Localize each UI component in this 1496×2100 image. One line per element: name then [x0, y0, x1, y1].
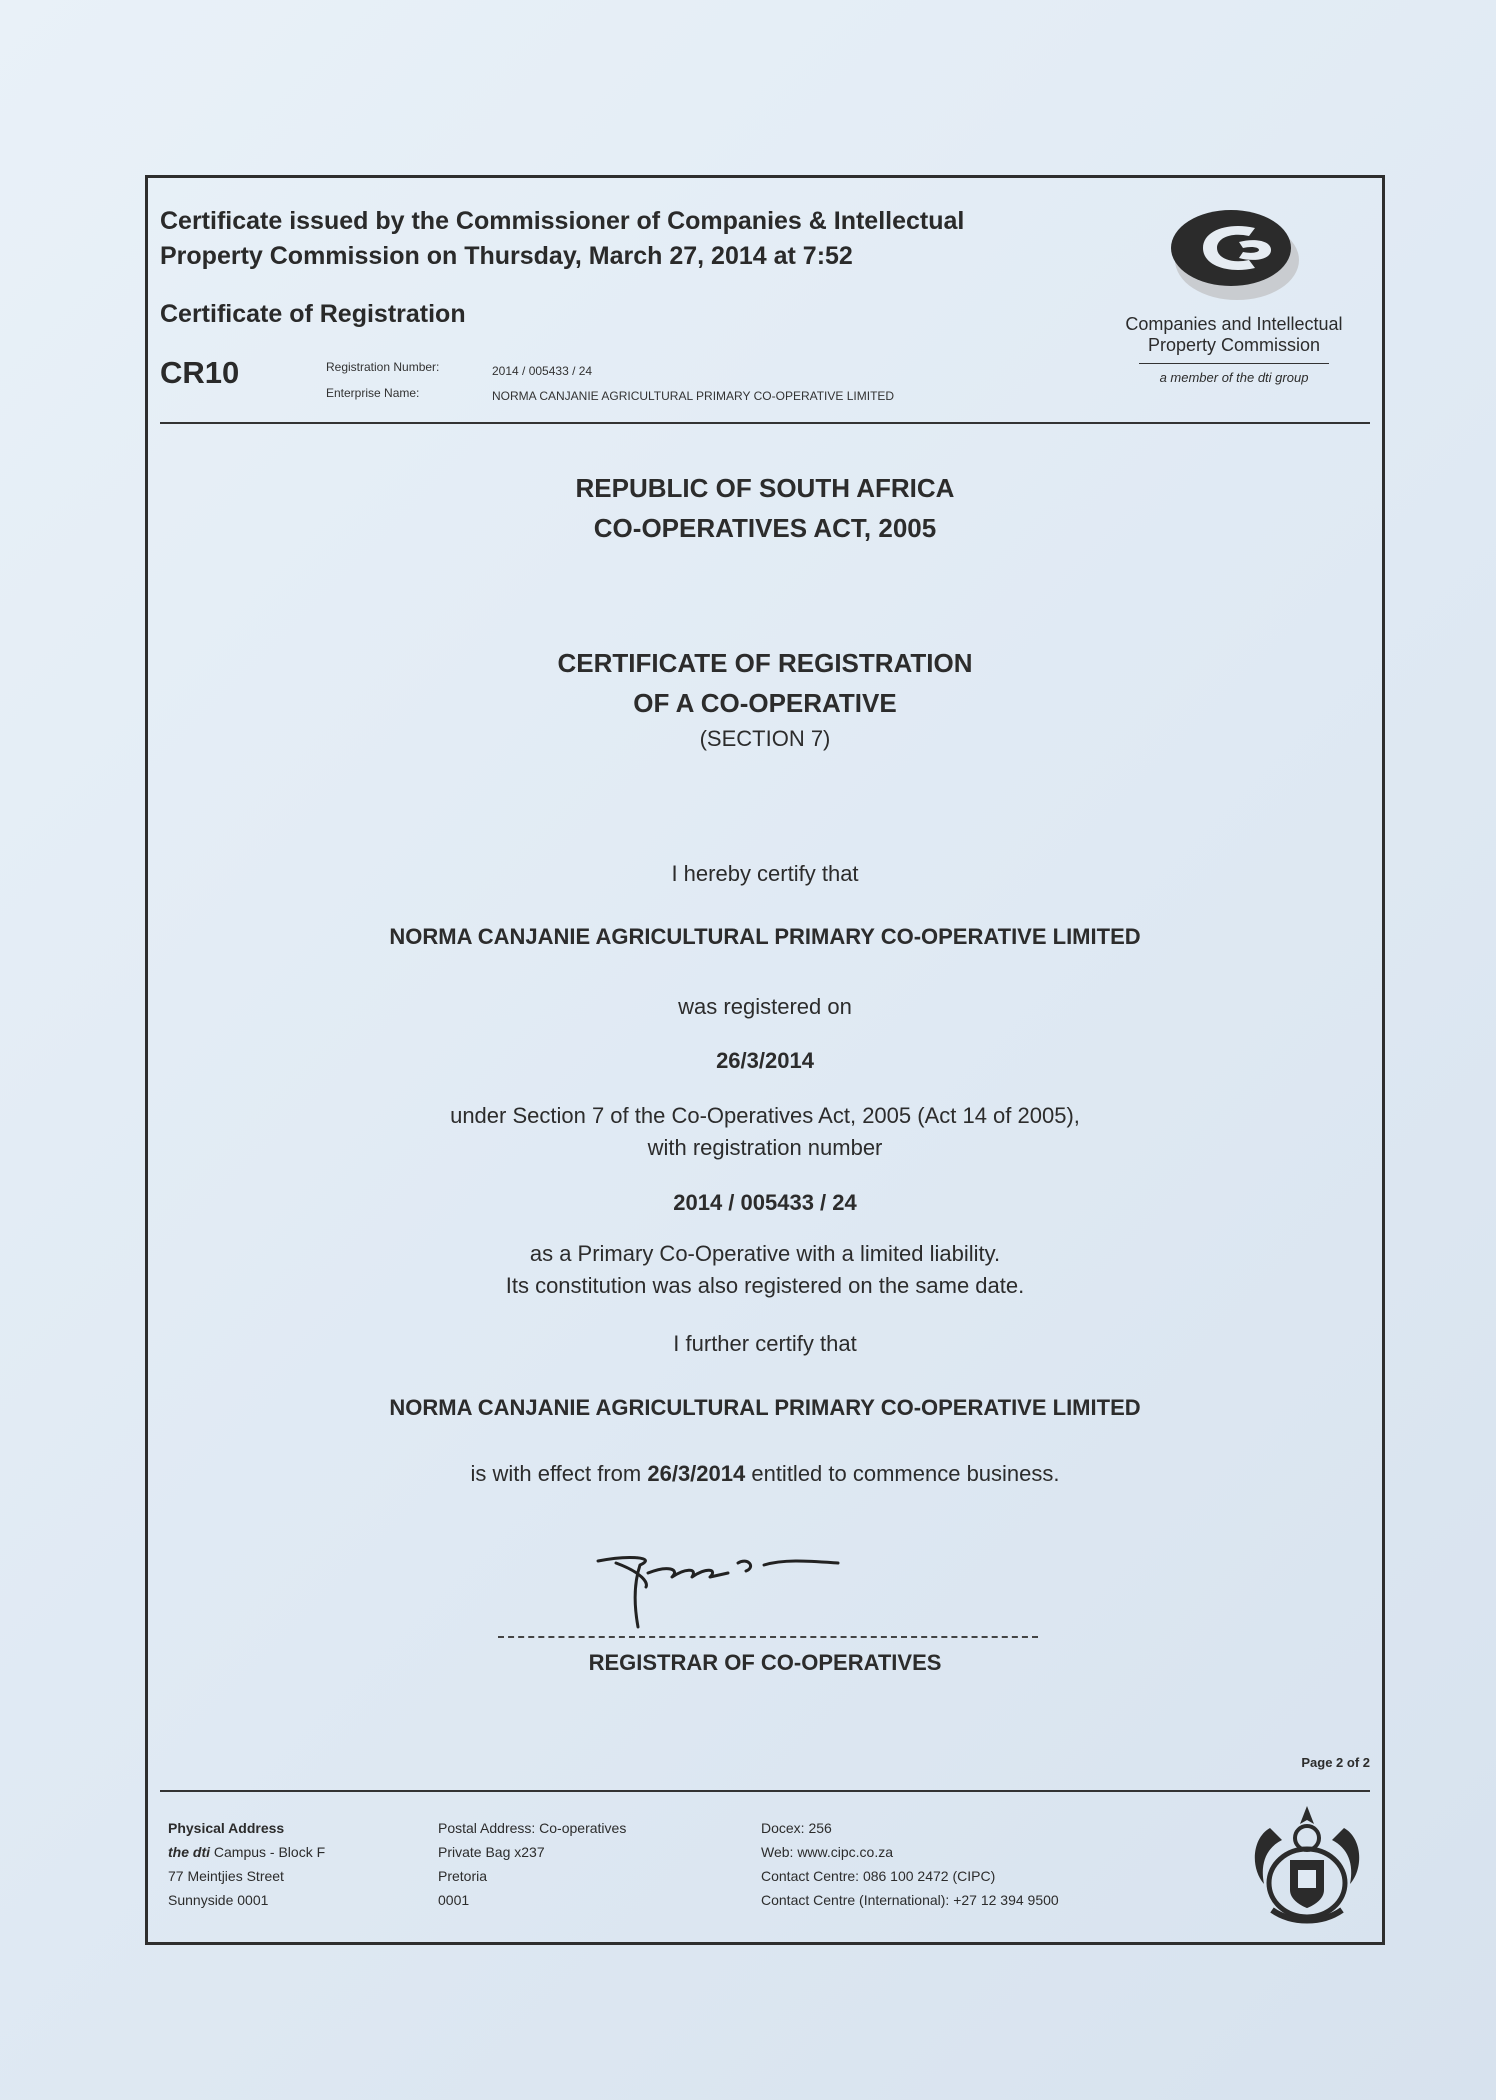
signature-line: [498, 1636, 1038, 1638]
issued-statement: [160, 204, 964, 274]
certificate-header: [160, 192, 1370, 424]
issued-line-1: Certificate issued by the Commissioner of Companies & Intellectual: [160, 207, 965, 235]
physical-street: 77 Meintjies Street: [168, 1868, 284, 1884]
republic-title: REPUBLIC OF SOUTH AFRICA: [575, 473, 955, 503]
commence-suffix: entitled to commence business.: [745, 1461, 1060, 1486]
footer-divider: [160, 1790, 1370, 1792]
postal-address-title: Postal Address: Co-operatives: [438, 1820, 627, 1836]
registration-number: 2014 / 005433 / 24: [673, 1190, 857, 1215]
section-reference: (SECTION 7): [699, 726, 831, 751]
registered-on-text: was registered on: [678, 994, 852, 1019]
contact-centre: Contact Centre: 086 100 2472 (CIPC): [761, 1868, 996, 1884]
liability-statement: [148, 1238, 1382, 1302]
postal-code: 0001: [438, 1892, 470, 1908]
certificate-heading-line-2: OF A CO-OPERATIVE: [633, 688, 897, 718]
certificate-heading-line-1: CERTIFICATE OF REGISTRATION: [557, 648, 973, 678]
postal-address: [438, 1816, 626, 1912]
constitution-line: Its constitution was also registered on the same date.: [505, 1273, 1025, 1298]
cipc-name: [1114, 314, 1354, 356]
registrar-signature: [588, 1543, 858, 1638]
certificate-heading: [148, 643, 1382, 723]
cooperative-name-repeat: NORMA CANJANIE AGRICULTURAL PRIMARY CO-OPERATIVE LIMITED: [389, 1395, 1141, 1420]
page-number: Page 2 of 2: [1301, 1755, 1370, 1770]
physical-campus: [168, 1840, 325, 1864]
website: Web: www.cipc.co.za: [761, 1844, 894, 1860]
form-code: CR10: [160, 355, 240, 390]
primary-cooperative-line: as a Primary Co-Operative with a limited liability.: [529, 1241, 1001, 1266]
commence-prefix: is with effect from: [470, 1461, 648, 1486]
certificate-frame: [145, 175, 1385, 1945]
physical-address-title: Physical Address: [168, 1820, 285, 1836]
registration-number-label: Registration Number:: [326, 360, 440, 374]
registrar-title: REGISTRAR OF CO-OPERATIVES: [588, 1650, 942, 1675]
cipc-logo: [1114, 202, 1354, 385]
enterprise-name-value: NORMA CANJANIE AGRICULTURAL PRIMARY CO-OPERATIVE LIMITED: [492, 389, 895, 403]
cipc-tagline: a member of the dti group: [1159, 370, 1309, 385]
act-title: CO-OPERATIVES ACT, 2005: [593, 513, 937, 543]
registration-number-value: 2014 / 005433 / 24: [492, 364, 593, 378]
physical-suburb: Sunnyside 0001: [168, 1892, 269, 1908]
cipc-name-line-2: Property Commission: [1147, 335, 1321, 355]
with-registration-line: with registration number: [647, 1135, 883, 1160]
section-statement: [148, 1100, 1382, 1164]
campus-block: Campus - Block F: [210, 1844, 326, 1860]
issued-line-2: Property Commission on Thursday, March 27, 2014 at 7:52: [160, 242, 853, 270]
certify-statement: I hereby certify that: [671, 861, 859, 886]
republic-heading: [148, 468, 1382, 548]
commence-business-statement: [148, 1458, 1382, 1490]
physical-address: [168, 1816, 325, 1912]
contact-details: [761, 1816, 1059, 1912]
under-section-line: under Section 7 of the Co-Operatives Act, 2005 (Act 14 of 2005),: [450, 1103, 1080, 1128]
postal-city: Pretoria: [438, 1868, 488, 1884]
postal-bag: Private Bag x237: [438, 1844, 545, 1860]
contact-centre-international: Contact Centre (International): +27 12 394 9500: [761, 1892, 1059, 1908]
certificate-type-title: Certificate of Registration: [160, 300, 466, 328]
docex: Docex: 256: [761, 1820, 832, 1836]
coat-of-arms-icon: [1242, 1798, 1372, 1933]
cipc-logo-icon: [1159, 202, 1309, 310]
enterprise-name-label: Enterprise Name:: [326, 386, 420, 400]
commence-date: 26/3/2014: [647, 1461, 746, 1486]
cipc-name-line-1: Companies and Intellectual: [1125, 314, 1343, 334]
dti-campus-italic: the dti: [168, 1844, 210, 1860]
registration-date: 26/3/2014: [716, 1048, 814, 1073]
further-certify-statement: I further certify that: [673, 1331, 857, 1356]
logo-divider: [1139, 363, 1329, 364]
cooperative-name: NORMA CANJANIE AGRICULTURAL PRIMARY CO-OPERATIVE LIMITED: [389, 924, 1141, 949]
